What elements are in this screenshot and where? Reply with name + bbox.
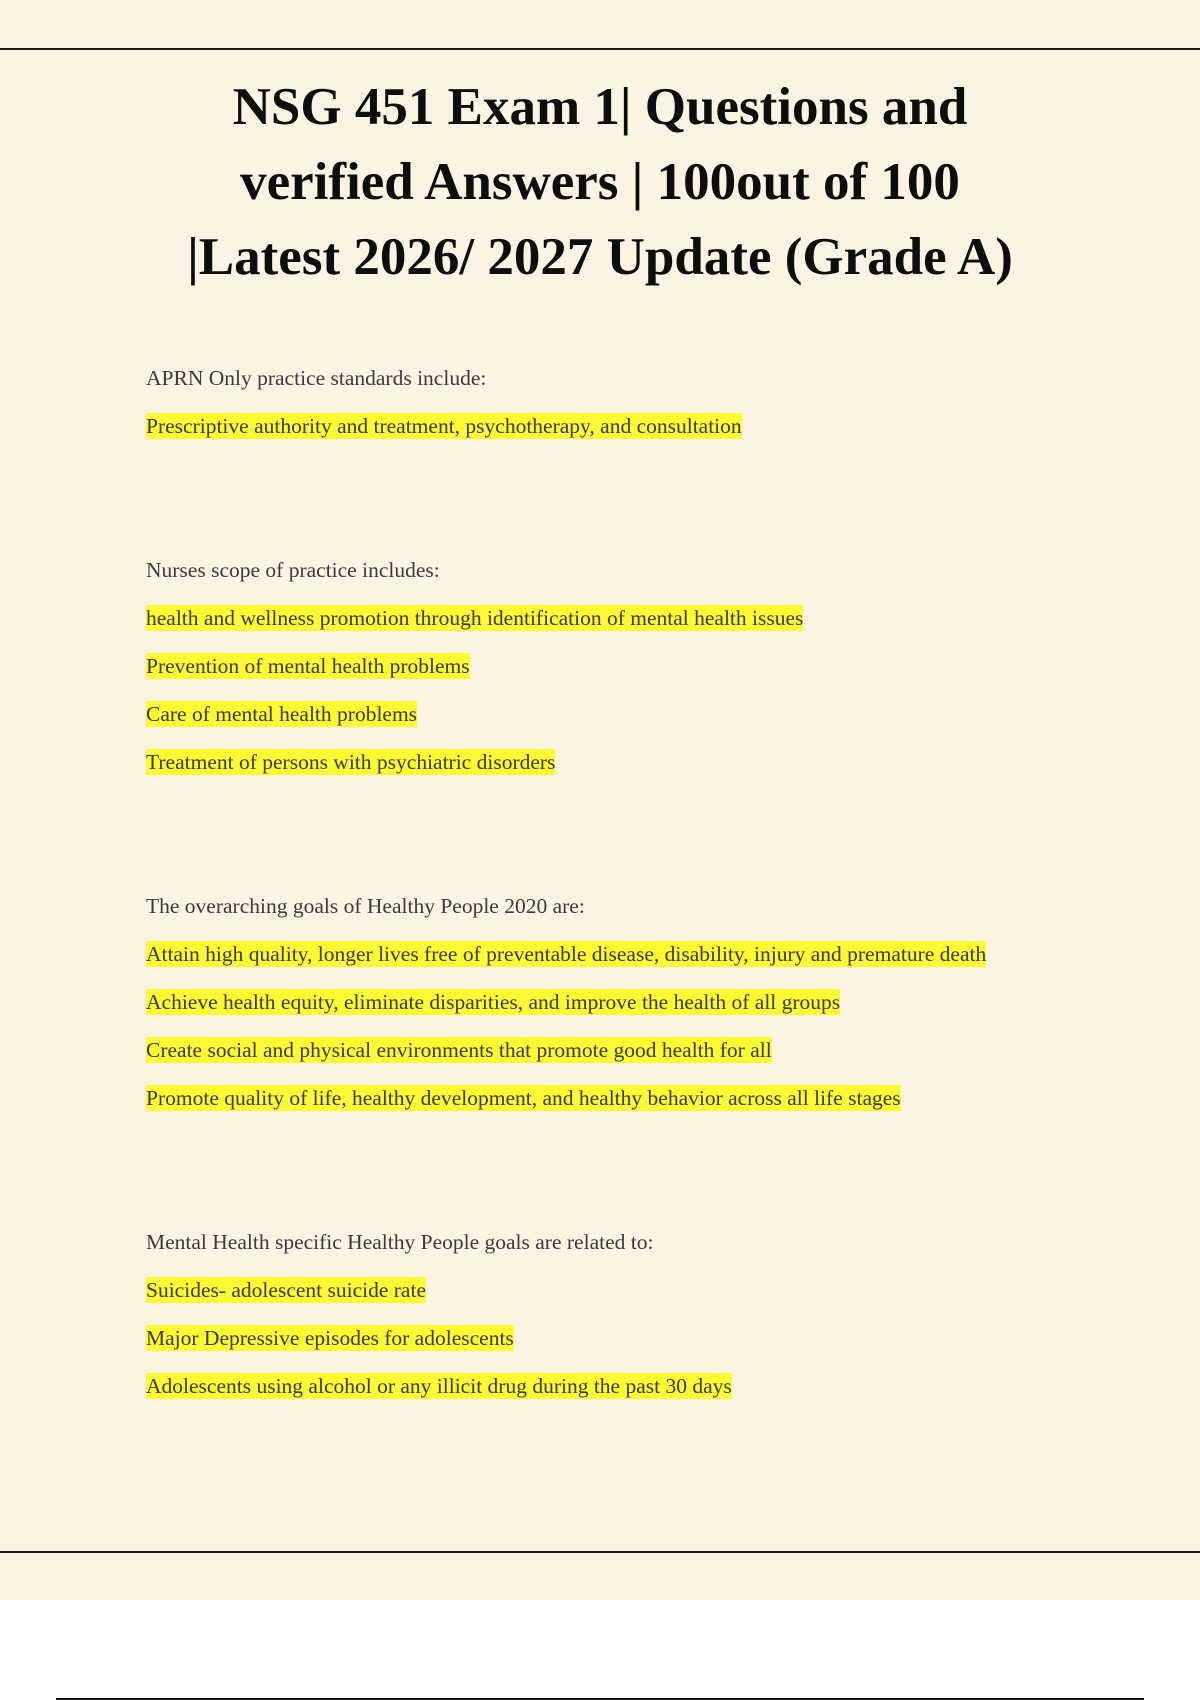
highlighted-answer: Care of mental health problems	[146, 702, 418, 726]
answer-item	[146, 746, 1066, 778]
highlighted-answer: Create social and physical environments that promote good health for all	[146, 1038, 772, 1062]
answer-item	[146, 938, 1046, 970]
answer-item	[146, 986, 1066, 1018]
document-title	[120, 70, 1080, 295]
title-line: NSG 451 Exam 1| Questions and	[232, 78, 968, 136]
question-text: Nurses scope of practice includes:	[146, 558, 440, 582]
title-line: |Latest 2026/ 2027 Update (Grade A)	[187, 228, 1013, 286]
question-text: Mental Health specific Healthy People goals are related to:	[146, 1230, 654, 1254]
highlighted-answer: Suicides- adolescent suicide rate	[146, 1278, 426, 1302]
highlighted-answer: Prevention of mental health problems	[146, 654, 470, 678]
answer-item	[146, 650, 1066, 682]
qa-content	[146, 362, 1066, 1402]
bottom-divider	[0, 1551, 1200, 1553]
highlighted-answer: Promote quality of life, healthy development, and healthy behavior across all life stages	[146, 1086, 901, 1110]
highlighted-answer: health and wellness promotion through identification of mental health issues	[146, 606, 804, 630]
title-line: verified Answers | 100out of 100	[240, 153, 960, 211]
top-divider	[0, 48, 1200, 50]
highlighted-answer: Attain high quality, longer lives free of preventable disease, disability, injury and premature death	[146, 942, 987, 966]
qa-section	[146, 890, 1066, 1114]
highlighted-answer: Treatment of persons with psychiatric disorders	[146, 750, 556, 774]
question-text: APRN Only practice standards include:	[146, 366, 487, 390]
question-text: The overarching goals of Healthy People 2020 are:	[146, 894, 585, 918]
answer-item	[146, 410, 1066, 442]
answer-item	[146, 698, 1066, 730]
answer-item	[146, 1034, 1066, 1066]
highlighted-answer: Prescriptive authority and treatment, psychotherapy, and consultation	[146, 414, 742, 438]
highlighted-answer: Adolescents using alcohol or any illicit drug during the past 30 days	[146, 1374, 732, 1398]
answer-item	[146, 602, 1066, 634]
qa-section	[146, 362, 1066, 442]
qa-section	[146, 554, 1066, 778]
answer-item	[146, 1274, 1066, 1306]
answer-item	[146, 1082, 1066, 1114]
answer-item	[146, 1370, 1066, 1402]
qa-section	[146, 1226, 1066, 1402]
highlighted-answer: Major Depressive episodes for adolescents	[146, 1326, 514, 1350]
answer-item	[146, 1322, 1066, 1354]
highlighted-answer: Achieve health equity, eliminate disparities, and improve the health of all groups	[146, 990, 841, 1014]
